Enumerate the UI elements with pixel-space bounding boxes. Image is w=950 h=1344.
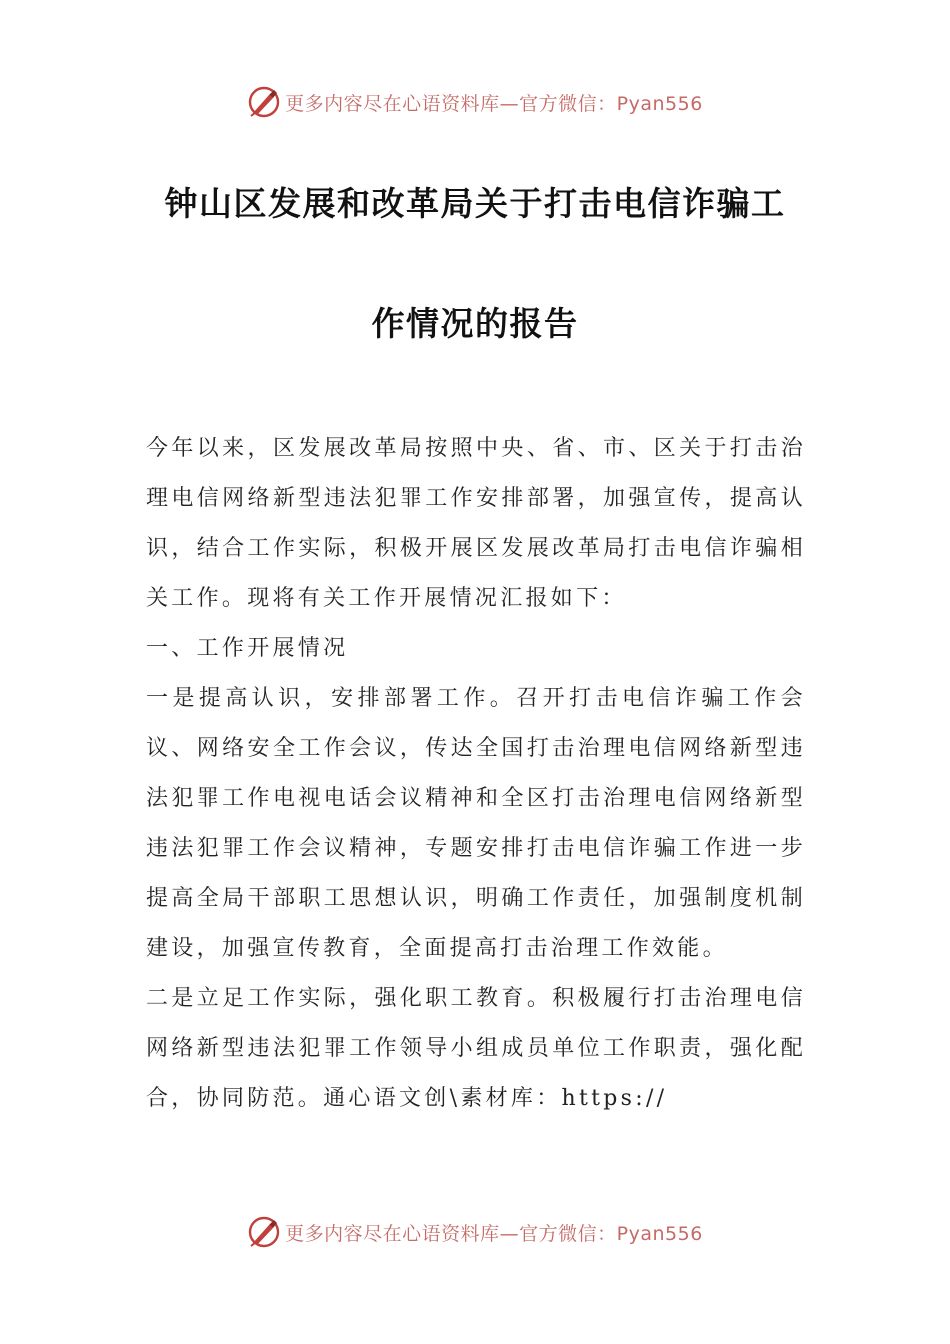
header-watermark-text: 更多内容尽在心语资料库—官方微信：Pyan556: [285, 92, 703, 115]
footer-watermark-text: 更多内容尽在心语资料库—官方微信：Pyan556: [285, 1222, 703, 1245]
paragraph-point-1: 一是提高认识，安排部署工作。召开打击电信诈骗工作会议、网络安全工作会议，传达全国打击治理电信网络新型违法犯罪工作电视电话会议精神和全区打击治理电信网络新型违法犯罪工作会议精神，专题安排打击电信诈骗工作进一步提高全局干部职工思想认识，明确工作责任，加强制度机制建设，加强宣传教育，全面提高打击治理工作效能。: [146, 686, 806, 961]
document-body: [146, 424, 806, 1124]
paragraph-intro: 今年以来，区发展改革局按照中央、省、市、区关于打击治理电信网络新型违法犯罪工作安排部署，加强宣传，提高认识，结合工作实际，积极开展区发展改革局打击电信诈骗相关工作。现将有关工作开展情况汇报如下：: [146, 436, 806, 611]
header-watermark: [0, 82, 950, 122]
pen-logo-icon: [247, 85, 281, 119]
section-heading: 一、工作开展情况: [146, 636, 349, 661]
document-title-line-2: 作情况的报告: [371, 304, 579, 343]
paragraph-point-2: 二是立足工作实际，强化职工教育。积极履行打击治理电信网络新型违法犯罪工作领导小组成员单位工作职责，强化配合，协同防范。通心语文创\素材库：https://: [146, 986, 806, 1111]
document-title-line-1: 钟山区发展和改革局关于打击电信诈骗工: [164, 184, 786, 223]
footer-watermark: [0, 1212, 950, 1252]
pen-logo-icon: [247, 1215, 281, 1249]
